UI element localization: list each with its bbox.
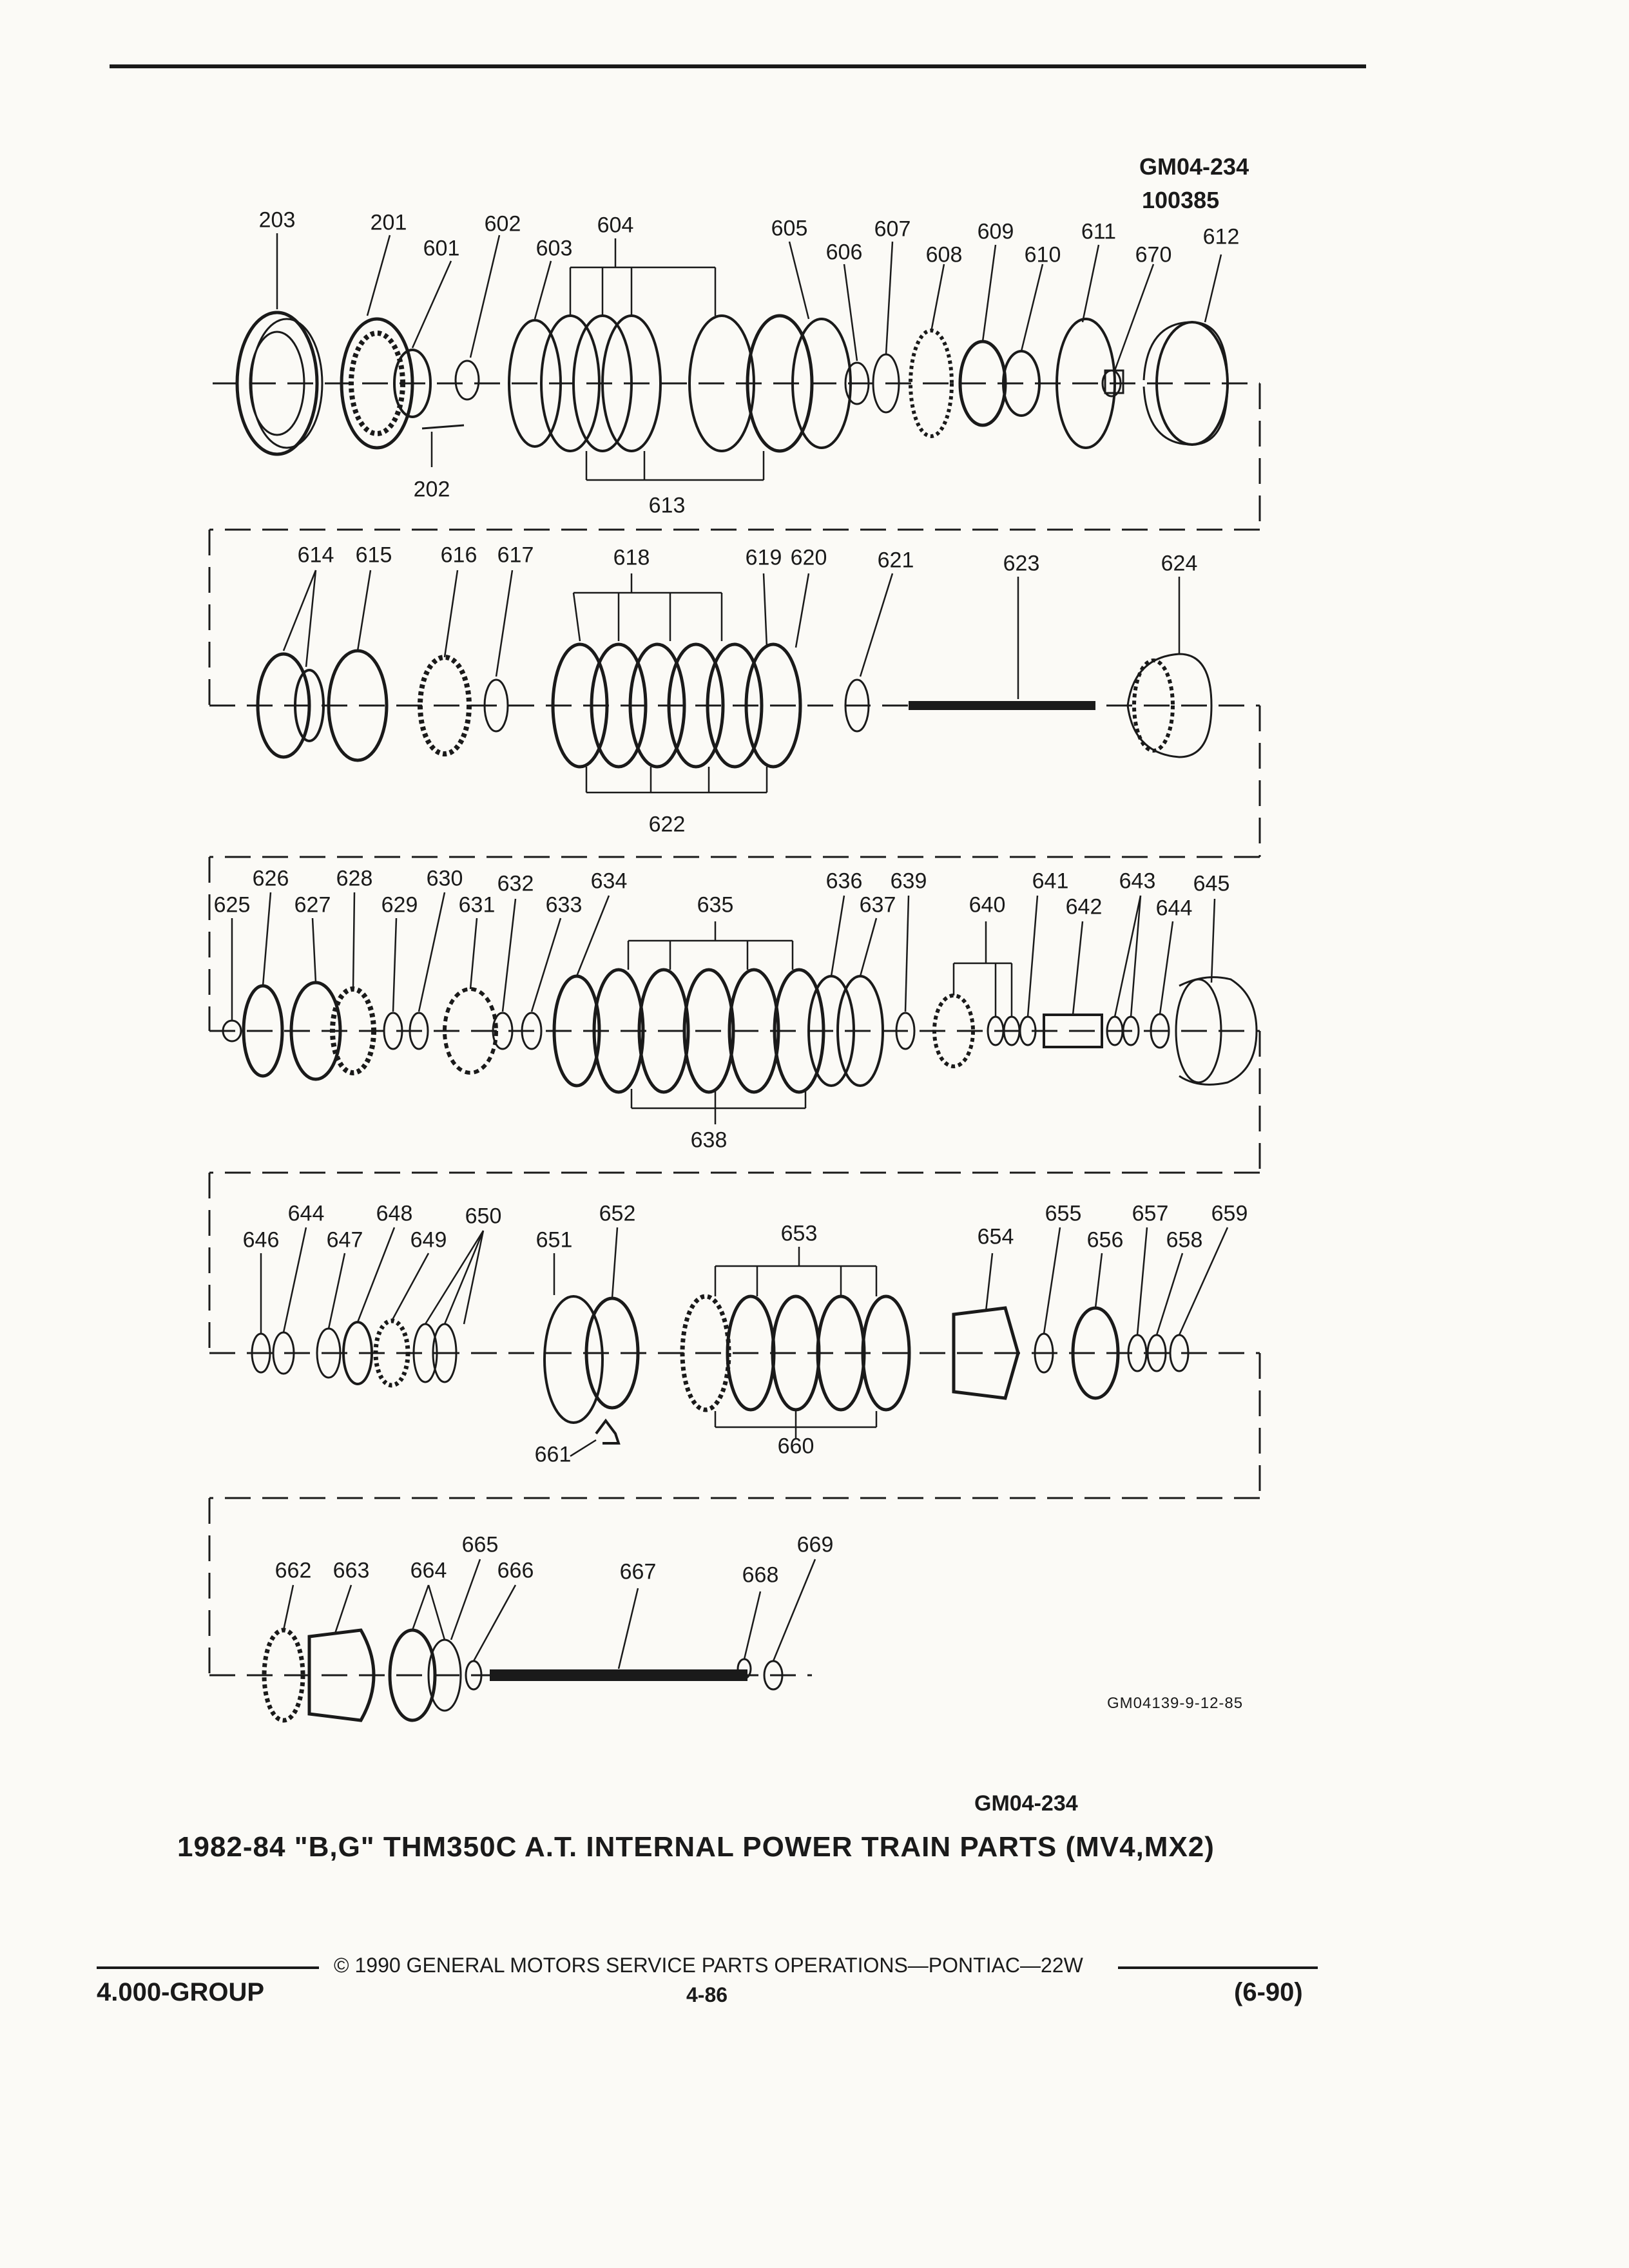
part-callout: 602 bbox=[484, 211, 521, 236]
part-callout: 629 bbox=[381, 892, 418, 918]
part-callout: 641 bbox=[1032, 869, 1069, 894]
part-callout: 666 bbox=[497, 1558, 534, 1583]
part-callout: 667 bbox=[619, 1559, 657, 1584]
part-callout: 647 bbox=[326, 1227, 363, 1253]
part-callout: 619 bbox=[745, 545, 782, 570]
part-callout: 644 bbox=[287, 1201, 325, 1226]
part-callout: 203 bbox=[258, 207, 296, 233]
part-callout: 623 bbox=[1003, 551, 1040, 576]
footer-group: 4.000-GROUP bbox=[97, 1978, 265, 2006]
part-callout: 634 bbox=[590, 869, 628, 894]
part-callout: 616 bbox=[440, 543, 477, 568]
part-callout: 649 bbox=[410, 1227, 447, 1253]
page-title: 1982-84 "B,G" THM350C A.T. INTERNAL POWER TRAIN PARTS (MV4,MX2) bbox=[177, 1831, 1215, 1863]
part-callout: 202 bbox=[413, 477, 450, 502]
part-callout: 633 bbox=[545, 892, 583, 918]
part-callout: 646 bbox=[242, 1227, 280, 1253]
part-callout: 644 bbox=[1155, 896, 1193, 921]
part-callout: 655 bbox=[1045, 1201, 1082, 1226]
part-callout: 608 bbox=[925, 242, 963, 267]
part-callout: 642 bbox=[1065, 894, 1103, 919]
part-callout: 636 bbox=[825, 869, 863, 894]
part-callout: 663 bbox=[333, 1558, 370, 1583]
part-callout: 665 bbox=[461, 1532, 499, 1557]
part-callout: 617 bbox=[497, 543, 534, 568]
part-callout: 657 bbox=[1132, 1201, 1169, 1226]
part-callout: 601 bbox=[423, 236, 460, 261]
part-callout: 607 bbox=[874, 216, 911, 242]
part-callout: 638 bbox=[690, 1128, 728, 1153]
footer-date: (6-90) bbox=[1234, 1978, 1303, 2006]
footer-copyright: © 1990 GENERAL MOTORS SERVICE PARTS OPERATIONS—PONTIAC—22W bbox=[334, 1954, 1083, 1977]
part-callout: 605 bbox=[771, 216, 808, 241]
footer-rule-right bbox=[1118, 1966, 1318, 1969]
part-callout: 620 bbox=[790, 545, 827, 570]
part-callout: 670 bbox=[1135, 242, 1172, 267]
part-callout: 651 bbox=[535, 1227, 573, 1253]
part-callout: 628 bbox=[336, 866, 373, 891]
part-callout: 635 bbox=[697, 892, 734, 918]
part-callout: 654 bbox=[977, 1224, 1014, 1249]
part-callout: 631 bbox=[458, 892, 496, 918]
part-callout: 612 bbox=[1202, 224, 1240, 249]
part-callout: 610 bbox=[1024, 242, 1061, 267]
part-callout: 622 bbox=[648, 812, 686, 837]
part-callout: 662 bbox=[275, 1558, 312, 1583]
part-callout: 604 bbox=[597, 213, 634, 238]
part-callout: 624 bbox=[1161, 551, 1198, 576]
part-callout: 637 bbox=[859, 892, 896, 918]
part-callout: 660 bbox=[777, 1434, 815, 1459]
part-callout: 650 bbox=[465, 1204, 502, 1229]
part-callout: 668 bbox=[742, 1562, 779, 1588]
footer-rule-left bbox=[97, 1966, 319, 1969]
part-callout: 626 bbox=[252, 866, 289, 891]
diagram-code: GM04-234 bbox=[1139, 153, 1249, 180]
part-callout: 606 bbox=[825, 240, 863, 265]
caption-code: GM04-234 bbox=[974, 1791, 1078, 1816]
part-callout: 201 bbox=[370, 210, 407, 235]
part-callout: 659 bbox=[1211, 1201, 1248, 1226]
part-callout: 661 bbox=[534, 1442, 572, 1467]
part-callout: 643 bbox=[1119, 869, 1156, 894]
part-callout: 640 bbox=[969, 892, 1006, 918]
part-callout: 632 bbox=[497, 871, 534, 896]
part-callout: 613 bbox=[648, 493, 686, 518]
part-callout: 614 bbox=[297, 543, 334, 568]
part-callout: 658 bbox=[1166, 1227, 1203, 1253]
part-callout: 611 bbox=[1081, 219, 1117, 244]
part-callout: 669 bbox=[796, 1532, 834, 1557]
part-callout: 618 bbox=[613, 545, 650, 570]
part-callout: 648 bbox=[376, 1201, 413, 1226]
diagram-number: 100385 bbox=[1142, 187, 1220, 213]
part-callout: 627 bbox=[294, 892, 331, 918]
part-callout: 664 bbox=[410, 1558, 447, 1583]
part-callout: 625 bbox=[213, 892, 251, 918]
footer-page-number: 4-86 bbox=[686, 1983, 728, 2006]
part-callout: 639 bbox=[890, 869, 927, 894]
part-callout: 653 bbox=[780, 1221, 818, 1246]
illustration-code: GM04139-9-12-85 bbox=[1107, 1695, 1244, 1712]
part-callout: 656 bbox=[1086, 1227, 1124, 1253]
part-callout: 615 bbox=[355, 543, 392, 568]
part-callout: 603 bbox=[535, 236, 573, 261]
part-callout: 621 bbox=[877, 548, 914, 573]
part-callout: 609 bbox=[977, 219, 1014, 244]
part-callout: 645 bbox=[1193, 871, 1230, 896]
part-callout: 630 bbox=[426, 866, 463, 891]
part-callout: 652 bbox=[599, 1201, 636, 1226]
